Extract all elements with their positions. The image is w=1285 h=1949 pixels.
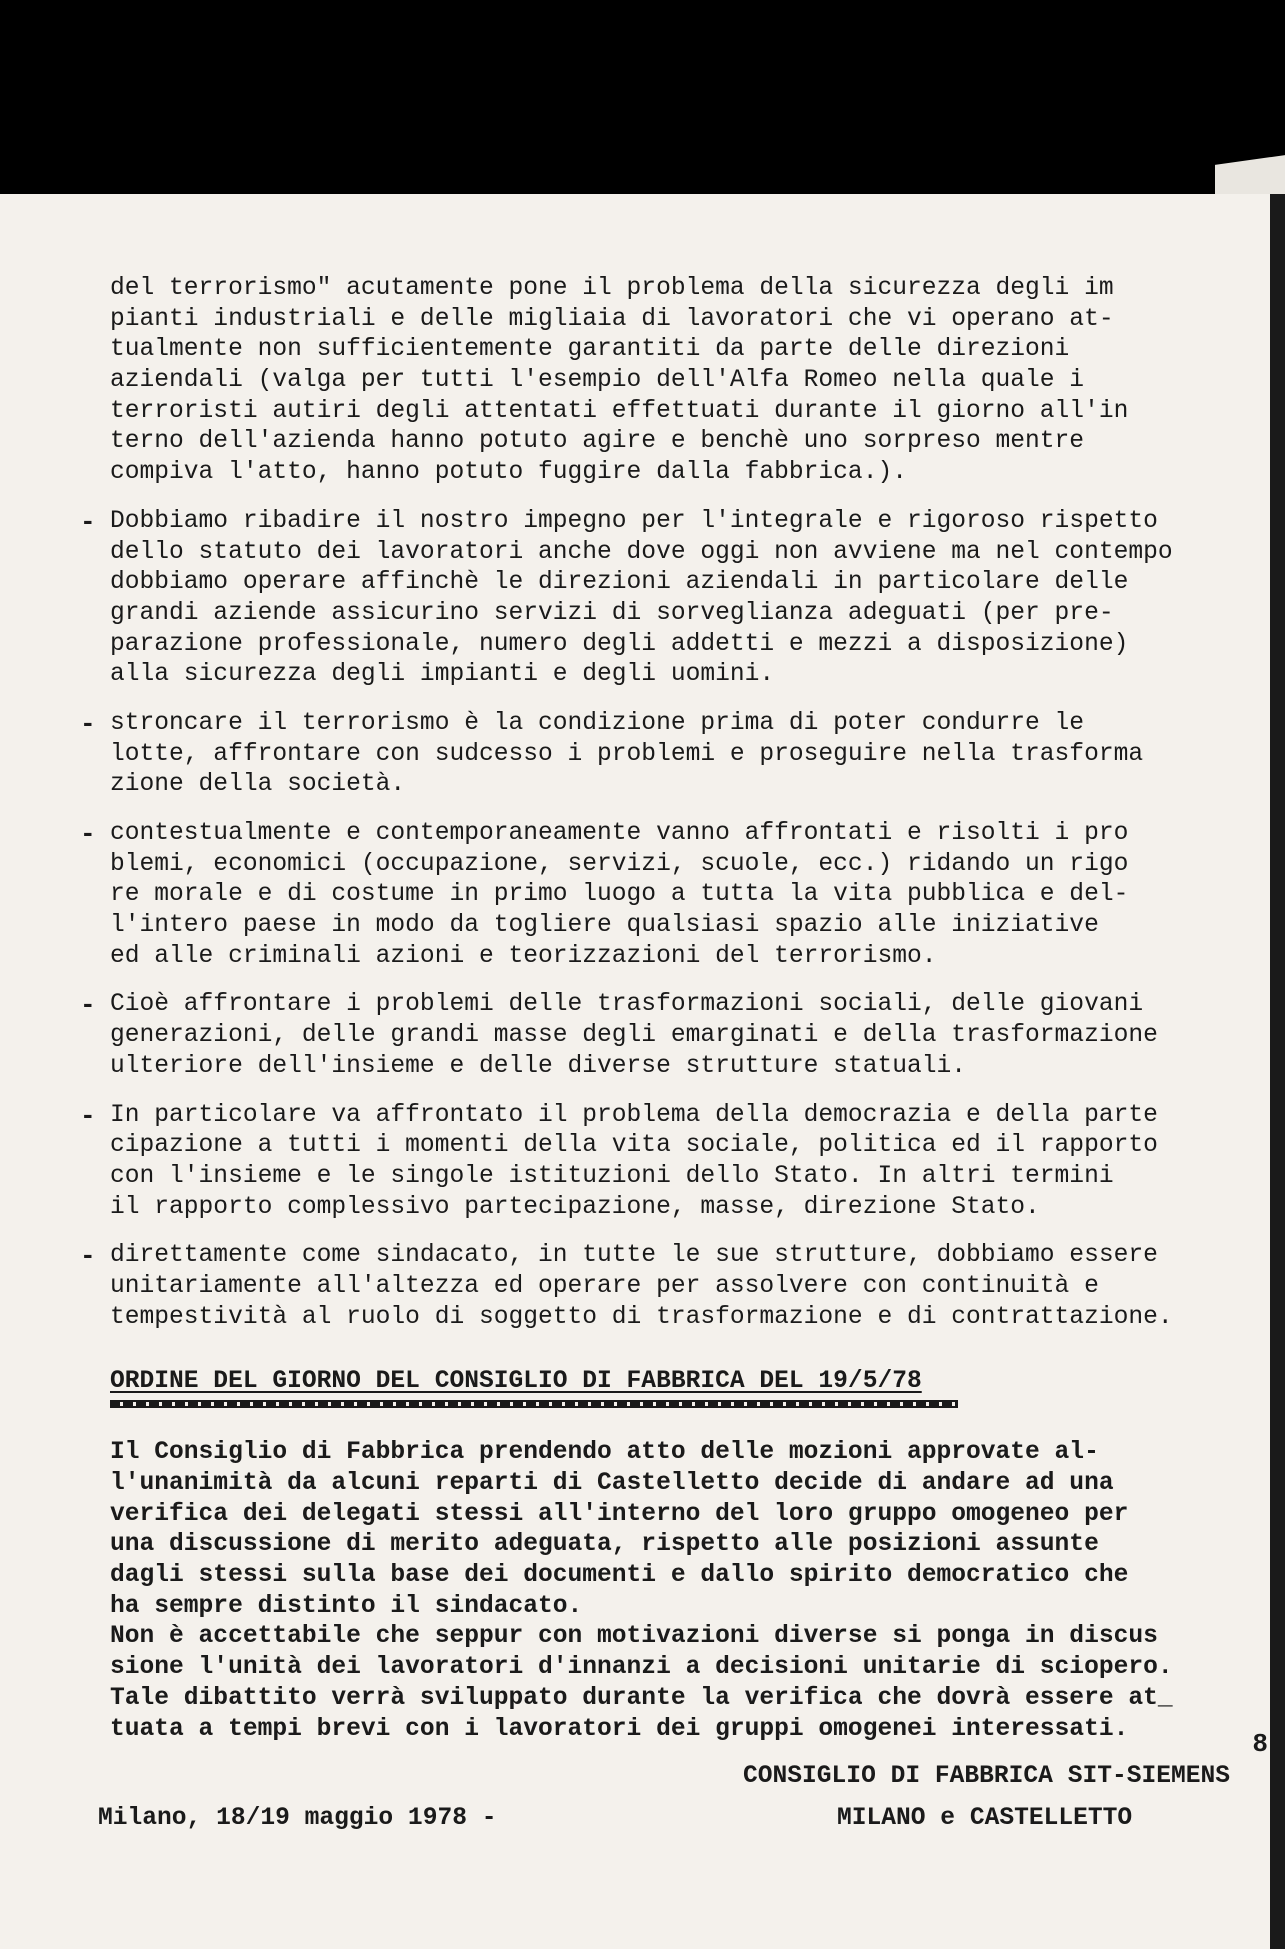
text-line: grandi aziende assicurino servizi di sorveglianza adeguati (per pre- (110, 599, 1114, 627)
document-body (80, 274, 1270, 1849)
text-line: Non è accettabile che seppur con motivazioni diverse si ponga in discus (110, 1623, 1158, 1651)
next-page-edge (1270, 194, 1285, 1949)
page-number: 8 (1252, 1729, 1268, 1759)
text-line: l'unanimità da alcuni reparti di Castelletto decide di andare ad una (110, 1470, 1114, 1497)
bullet-dash: - (80, 819, 96, 849)
text-line: Cioè affrontare i problemi delle trasformazioni sociali, delle giovani (110, 991, 1144, 1019)
document-date: Milano, 18/19 maggio 1978 - (98, 1805, 497, 1833)
bullet-item (80, 1100, 1270, 1224)
text-line: una discussione di merito adeguata, rispetto alle posizioni assunte (110, 1531, 1099, 1559)
text-line: tuata a tempi brevi con i lavoratori dei gruppi omogenei interessati. (110, 1715, 1129, 1743)
text-line: dagli stessi sulla base dei documenti e dallo spirito democratico che (110, 1562, 1129, 1590)
text-line: generazioni, delle grandi masse degli emarginati e della trasformazione (110, 1022, 1158, 1050)
text-line: cipazione a tutti i momenti della vita sociale, politica ed il rapporto (110, 1132, 1158, 1160)
text-line: lotte, affrontare con sudcesso i problemi e proseguire nella trasforma (110, 740, 1144, 768)
section-heading (110, 1367, 1270, 1408)
text-line: pianti industriali e delle migliaia di lavoratori che vi operano at- (110, 305, 1114, 333)
bullet-item (80, 819, 1270, 972)
bullet-item (80, 1241, 1270, 1333)
text-line: ha sempre distinto il sindacato. (110, 1592, 583, 1620)
text-line: Il Consiglio di Fabbrica prendendo atto delle mozioni approvate al- (110, 1439, 1099, 1467)
text-line: terno dell'azienda hanno potuto agire e benchè uno sorpreso mentre (110, 428, 1085, 456)
text-line: tempestività al ruolo di soggetto di trasformazione e di contrattazione. (110, 1303, 1173, 1331)
resolution-paragraph (110, 1438, 1270, 1745)
bullet-dash: - (80, 1241, 96, 1272)
bullet-item (80, 708, 1270, 801)
text-line: il rapporto complessivo partecipazione, masse, direzione Stato. (110, 1193, 1040, 1221)
text-line: alla sicurezza degli impianti e degli uomini. (110, 661, 775, 689)
text-line: Tale dibattito verrà sviluppato durante la verifica che dovrà essere at_ (110, 1684, 1173, 1712)
bullet-dash: - (80, 708, 96, 739)
text-line: sione l'unità dei lavoratori d'innanzi a decisioni unitarie di sciopero. (110, 1654, 1173, 1682)
bullet-dash: - (80, 1100, 96, 1131)
text-line: contestualmente e contemporaneamente vanno affrontati e risolti i pro (110, 820, 1129, 847)
bullet-dash: - (80, 506, 96, 537)
text-line: dobbiamo operare affinchè le direzioni aziendali in particolare delle (110, 569, 1129, 597)
text-line: verifica dei delegati stessi all'interno del loro gruppo omogeneo per (110, 1500, 1129, 1528)
bullet-dash: - (80, 990, 96, 1021)
text-line: del terrorismo" acutamente pone il problema della sicurezza degli im (110, 275, 1114, 302)
text-line: unitariamente all'altezza ed operare per assolvere con continuità e (110, 1272, 1099, 1300)
heading-title: ORDINE DEL GIORNO DEL CONSIGLIO DI FABBRICA DEL 19/5/78 (110, 1368, 922, 1396)
text-line: con l'insieme e le singole istituzioni dello Stato. In altri termini (110, 1162, 1114, 1190)
text-line: compiva l'atto, hanno potuto fuggire dalla fabbrica.). (110, 459, 907, 487)
text-line: tualmente non sufficientemente garantiti da parte delle direzioni (110, 336, 1070, 364)
text-line: zione della società. (110, 771, 406, 799)
signature-location: MILANO e CASTELLETTO (837, 1805, 1133, 1833)
bullet-item (80, 506, 1270, 691)
document-page (0, 194, 1270, 1949)
text-line: ulteriore dell'insieme e delle diverse strutture statuali. (110, 1052, 967, 1080)
text-line: terroristi autiri degli attentati effettuati durante il giorno all'in (110, 397, 1129, 425)
text-line: parazione professionale, numero degli addetti e mezzi a disposizione) (110, 630, 1129, 658)
document-footer (98, 1759, 1270, 1849)
signature-organization: CONSIGLIO DI FABBRICA SIT-SIEMENS (743, 1763, 1231, 1791)
text-line: In particolare va affrontato il problema della democrazia e della parte (110, 1101, 1158, 1129)
text-line: direttamente come sindacato, in tutte le sue strutture, dobbiamo essere (110, 1242, 1158, 1270)
text-line: aziendali (valga per tutti l'esempio dell'Alfa Romeo nella quale i (110, 367, 1085, 395)
text-line: l'intero paese in modo da togliere qualsiasi spazio alle iniziative (110, 912, 1099, 940)
text-line: blemi, economici (occupazione, servizi, scuole, ecc.) ridando un rigo (110, 850, 1129, 878)
heading-double-underline (110, 1400, 958, 1408)
text-line: Dobbiamo ribadire il nostro impegno per l'integrale e rigoroso rispetto (110, 507, 1158, 535)
text-line: ed alle criminali azioni e teorizzazioni del terrorismo. (110, 942, 937, 970)
text-line: re morale e di costume in primo luogo a tutta la vita pubblica e del- (110, 881, 1129, 909)
bullet-item (80, 990, 1270, 1082)
intro-paragraph (110, 274, 1270, 489)
text-line: stroncare il terrorismo è la condizione prima di poter condurre le (110, 709, 1085, 737)
text-line: dello statuto dei lavoratori anche dove oggi non avviene ma nel contempo (110, 538, 1173, 566)
